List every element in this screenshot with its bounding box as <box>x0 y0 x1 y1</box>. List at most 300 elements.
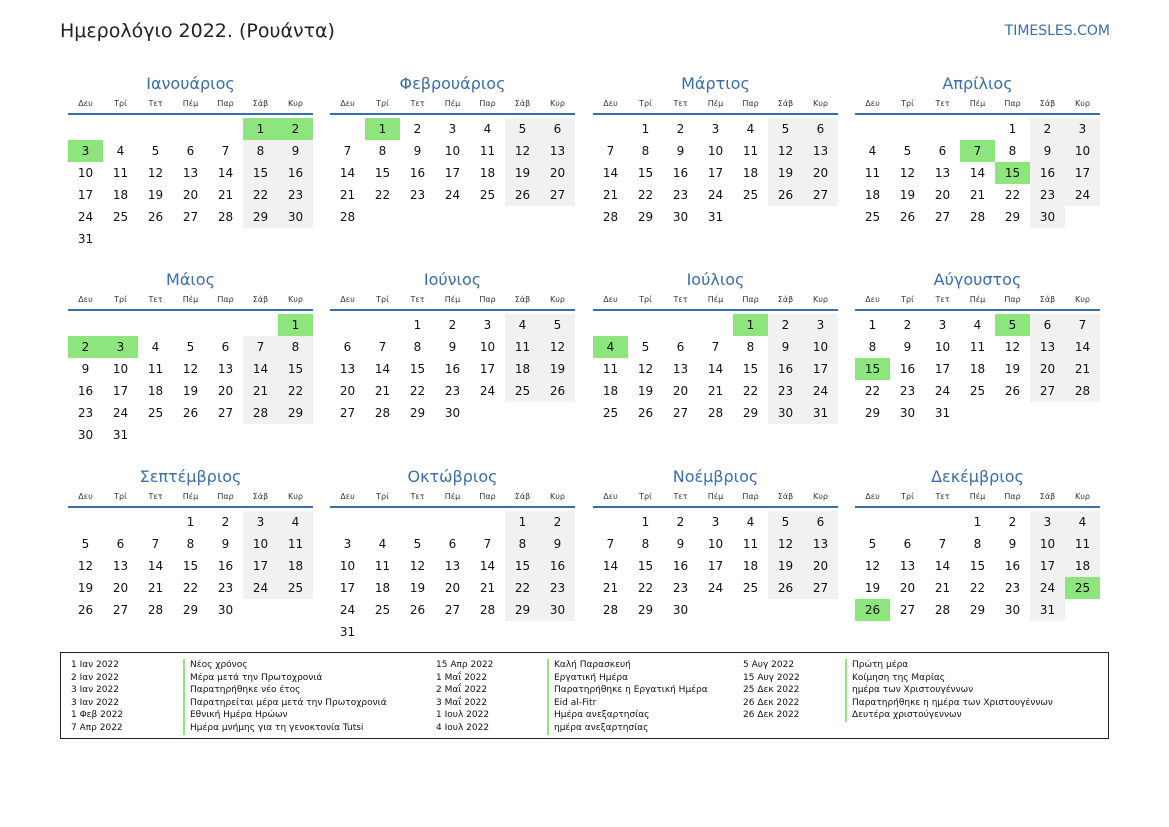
day-cell: 16 <box>1004 559 1021 573</box>
day-cell: 1 <box>1008 122 1017 136</box>
day-cell: 18 <box>112 188 129 202</box>
day-cell: 13 <box>672 362 689 376</box>
day-cell: 21 <box>479 581 496 595</box>
day-cell: 17 <box>77 188 94 202</box>
day-cell: 11 <box>742 144 759 158</box>
weekday-label: Κυρ <box>550 492 565 501</box>
day-cell: 20 <box>1030 358 1065 380</box>
weekday-label: Παρ <box>1004 492 1021 501</box>
day-cell: 7 <box>606 144 615 158</box>
legend-date: 2 Μαΐ 2022 <box>436 685 488 696</box>
empty-cell <box>173 314 208 336</box>
day-cell: 26 <box>505 184 540 206</box>
weekday-label: Δευ <box>603 492 618 501</box>
day-cell: 10 <box>112 362 129 376</box>
day-cell: 9 <box>448 340 457 354</box>
empty-cell <box>103 314 138 336</box>
day-cell: 16 <box>77 384 94 398</box>
day-cell: 25 <box>147 406 164 420</box>
legend-date: 15 Αυγ 2022 <box>743 672 800 683</box>
day-cell: 17 <box>339 581 356 595</box>
day-cell: 6 <box>676 340 685 354</box>
day-cell: 4 <box>1065 511 1100 533</box>
day-cell: 25 <box>969 384 986 398</box>
day-cell: 14 <box>1065 336 1100 358</box>
day-cell: 8 <box>641 144 650 158</box>
legend-holiday-name: Παρατηρείται μέρα μετά την Πρωτοχρονιά <box>183 697 387 710</box>
legend-holiday-name: Νέος χρόνος <box>183 659 247 672</box>
day-cell: 28 <box>243 402 278 424</box>
day-cell: 12 <box>899 166 916 180</box>
day-cell: 7 <box>221 144 230 158</box>
day-cell: 20 <box>444 581 461 595</box>
day-cell: 15 <box>243 162 278 184</box>
day-cell: 18 <box>864 188 881 202</box>
legend-holiday-name: Ημέρα μνήμης για τη γενοκτονία Tutsi <box>183 722 363 735</box>
weekday-label: Παρ <box>1004 295 1021 304</box>
legend-holiday-name: Εθνική Ημέρα Ηρώων <box>183 709 288 722</box>
day-cell: 1 <box>186 515 195 529</box>
legend-holiday-name: ημέρα ανεξαρτησίας <box>547 722 648 735</box>
day-cell: 16 <box>540 555 575 577</box>
day-cell: 22 <box>1004 188 1021 202</box>
day-cell: 11 <box>864 166 881 180</box>
day-cell: 15 <box>409 362 426 376</box>
day-cell: 5 <box>903 144 912 158</box>
day-cell: 24 <box>803 380 838 402</box>
day-cell: 29 <box>1004 210 1021 224</box>
weekday-label: Τρί <box>376 99 389 108</box>
empty-cell <box>925 118 960 140</box>
month-block <box>855 74 1100 228</box>
day-cell: 7 <box>243 336 278 358</box>
weekday-label: Πέμ <box>444 295 461 304</box>
day-cell: 26 <box>409 603 426 617</box>
weekday-label: Παρ <box>217 295 234 304</box>
day-cell: 24 <box>339 603 356 617</box>
weekday-label: Δευ <box>78 492 93 501</box>
day-cell: 27 <box>540 184 575 206</box>
day-cell: 7 <box>378 340 387 354</box>
day-cell: 6 <box>803 511 838 533</box>
day-cell: 5 <box>413 537 422 551</box>
day-cell: 25 <box>479 188 496 202</box>
day-cell: 28 <box>707 406 724 420</box>
day-cell: 3 <box>803 314 838 336</box>
day-cell: 2 <box>413 122 422 136</box>
day-cell: 5 <box>540 314 575 336</box>
day-cell: 21 <box>1065 358 1100 380</box>
day-cell: 5 <box>641 340 650 354</box>
day-cell: 11 <box>969 340 986 354</box>
day-cell: 6 <box>540 118 575 140</box>
weekday-label: Κυρ <box>288 295 303 304</box>
day-cell: 21 <box>374 384 391 398</box>
empty-cell <box>890 118 925 140</box>
day-cell: 17 <box>1065 162 1100 184</box>
day-cell: 10 <box>1065 140 1100 162</box>
weekday-label: Σάβ <box>777 492 794 501</box>
day-cell: 1 <box>641 122 650 136</box>
day-cell: 7 <box>711 340 720 354</box>
day-cell: 21 <box>602 188 619 202</box>
weekday-label: Σάβ <box>514 99 531 108</box>
day-cell: 12 <box>1004 340 1021 354</box>
month-block <box>68 467 313 621</box>
weekday-label: Τρί <box>901 99 914 108</box>
day-cell: 4 <box>868 144 877 158</box>
days-grid <box>330 118 575 228</box>
day-cell: 9 <box>676 537 685 551</box>
day-cell: 5 <box>151 144 160 158</box>
day-cell: 25 <box>278 577 313 599</box>
day-cell: 26 <box>768 184 803 206</box>
weekday-header <box>855 97 1100 115</box>
day-cell: 12 <box>147 166 164 180</box>
day-cell: 12 <box>409 559 426 573</box>
day-cell: 11 <box>147 362 164 376</box>
day-cell: 5 <box>505 118 540 140</box>
day-cell: 9 <box>413 144 422 158</box>
empty-cell <box>365 314 400 336</box>
day-cell: 26 <box>768 577 803 599</box>
day-cell: 24 <box>934 384 951 398</box>
weekday-label: Παρ <box>479 99 496 108</box>
day-cell: 16 <box>444 362 461 376</box>
day-cell: 2 <box>676 515 685 529</box>
day-cell: 8 <box>278 336 313 358</box>
day-cell: 4 <box>151 340 160 354</box>
day-cell: 8 <box>243 140 278 162</box>
weekday-label: Δευ <box>865 492 880 501</box>
weekday-header <box>68 490 313 508</box>
day-cell: 2 <box>676 122 685 136</box>
day-cell: 7 <box>938 537 947 551</box>
weekday-label: Δευ <box>78 99 93 108</box>
legend-date: 1 Φεβ 2022 <box>71 710 124 721</box>
day-cell: 15 <box>637 559 654 573</box>
day-cell: 18 <box>742 166 759 180</box>
day-cell: 28 <box>934 603 951 617</box>
day-cell: 5 <box>186 340 195 354</box>
day-cell: 13 <box>540 140 575 162</box>
weekday-label: Παρ <box>217 99 234 108</box>
legend-date: 3 Μαΐ 2022 <box>436 697 488 708</box>
weekday-label: Τρί <box>376 492 389 501</box>
day-cell: 18 <box>742 559 759 573</box>
day-cell: 14 <box>707 362 724 376</box>
empty-cell <box>925 511 960 533</box>
days-grid <box>593 511 838 621</box>
legend-date: 1 Μαΐ 2022 <box>436 672 488 683</box>
day-cell: 8 <box>1008 144 1017 158</box>
day-cell: 26 <box>540 380 575 402</box>
day-cell: 13 <box>444 559 461 573</box>
day-cell: 7 <box>343 144 352 158</box>
day-cell: 4 <box>746 515 755 529</box>
legend-holiday-name: Ημέρα ανεξαρτησίας <box>547 709 649 722</box>
day-cell: 10 <box>1030 533 1065 555</box>
weekday-label: Πέμ <box>969 295 986 304</box>
day-cell: 26 <box>147 210 164 224</box>
month-name: Ιούλιος <box>686 270 745 289</box>
site-link[interactable]: TIMESLES.COM <box>1004 23 1110 39</box>
day-cell: 21 <box>147 581 164 595</box>
day-cell: 9 <box>768 336 803 358</box>
day-cell: 17 <box>444 166 461 180</box>
day-cell: 26 <box>899 210 916 224</box>
day-cell: 29 <box>864 406 881 420</box>
month-name: Ιανουάριος <box>146 74 235 93</box>
day-cell: 30 <box>899 406 916 420</box>
day-cell: 23 <box>1004 581 1021 595</box>
day-cell: 14 <box>147 559 164 573</box>
weekday-header <box>330 490 575 508</box>
day-cell: 13 <box>803 533 838 555</box>
month-block <box>68 270 313 446</box>
empty-cell <box>68 118 103 140</box>
day-cell: 12 <box>864 559 881 573</box>
weekday-label: Δευ <box>603 99 618 108</box>
day-cell: 16 <box>409 166 426 180</box>
day-cell: 15 <box>374 166 391 180</box>
weekday-label: Τετ <box>935 492 950 501</box>
weekday-label: Πέμ <box>707 295 724 304</box>
day-cell: 30 <box>217 603 234 617</box>
weekday-label: Πέμ <box>707 99 724 108</box>
weekday-label: Παρ <box>217 492 234 501</box>
day-cell: 23 <box>77 406 94 420</box>
empty-cell <box>698 314 733 336</box>
day-cell: 21 <box>934 581 951 595</box>
day-cell: 25 <box>864 210 881 224</box>
day-cell: 18 <box>479 166 496 180</box>
day-cell: 19 <box>77 581 94 595</box>
day-cell: 9 <box>1030 140 1065 162</box>
day-cell: 20 <box>803 162 838 184</box>
day-cell: 23 <box>1030 184 1065 206</box>
days-grid <box>855 314 1100 424</box>
day-cell: 11 <box>505 336 540 358</box>
day-cell: 15 <box>278 358 313 380</box>
day-cell: 26 <box>637 406 654 420</box>
day-cell: 30 <box>278 206 313 228</box>
month-block <box>593 270 838 424</box>
day-cell: 14 <box>602 559 619 573</box>
weekday-label: Σάβ <box>1039 492 1056 501</box>
day-cell: 1 <box>973 515 982 529</box>
day-cell: 18 <box>1065 555 1100 577</box>
day-cell: 11 <box>278 533 313 555</box>
day-cell: 27 <box>339 406 356 420</box>
day-cell: 13 <box>182 166 199 180</box>
day-cell: 30 <box>1030 206 1065 228</box>
weekday-label: Τετ <box>410 492 425 501</box>
legend-date: 4 Ιουλ 2022 <box>436 722 490 733</box>
weekday-label: Κυρ <box>288 492 303 501</box>
days-grid <box>68 118 313 250</box>
day-cell: 31 <box>934 406 951 420</box>
day-cell: 28 <box>374 406 391 420</box>
empty-cell <box>330 118 365 140</box>
weekday-label: Τετ <box>673 295 688 304</box>
day-cell: 19 <box>768 555 803 577</box>
weekday-label: Δευ <box>340 99 355 108</box>
day-cell: 30 <box>672 603 689 617</box>
weekday-label: Παρ <box>479 295 496 304</box>
month-name: Νοέμβριος <box>672 467 759 486</box>
day-cell: 24 <box>243 577 278 599</box>
day-cell: 20 <box>803 555 838 577</box>
day-cell: 28 <box>602 210 619 224</box>
day-cell: 28 <box>339 210 356 224</box>
weekday-label: Τρί <box>901 295 914 304</box>
day-cell: 19 <box>864 581 881 595</box>
day-cell: 20 <box>540 162 575 184</box>
day-cell: 17 <box>479 362 496 376</box>
day-cell: 13 <box>112 559 129 573</box>
day-cell: 10 <box>934 340 951 354</box>
day-cell: 6 <box>116 537 125 551</box>
day-cell: 14 <box>479 559 496 573</box>
day-cell: 22 <box>278 380 313 402</box>
day-cell: 9 <box>81 362 90 376</box>
day-cell: 28 <box>217 210 234 224</box>
holiday-day-cell: 3 <box>68 140 103 162</box>
day-cell: 30 <box>444 406 461 420</box>
day-cell: 9 <box>278 140 313 162</box>
days-grid <box>855 511 1100 621</box>
weekday-label: Σάβ <box>1039 99 1056 108</box>
day-cell: 22 <box>409 384 426 398</box>
day-cell: 11 <box>602 362 619 376</box>
day-cell: 3 <box>448 122 457 136</box>
empty-cell <box>103 118 138 140</box>
empty-cell <box>663 314 698 336</box>
weekday-header <box>68 293 313 311</box>
day-cell: 14 <box>243 358 278 380</box>
day-cell: 13 <box>339 362 356 376</box>
month-block <box>330 74 575 228</box>
weekday-label: Δευ <box>340 295 355 304</box>
weekday-header <box>68 97 313 115</box>
day-cell: 8 <box>413 340 422 354</box>
day-cell: 12 <box>768 533 803 555</box>
month-name: Αύγουστος <box>933 270 1022 289</box>
day-cell: 28 <box>602 603 619 617</box>
weekday-label: Πέμ <box>182 492 199 501</box>
empty-cell <box>855 511 890 533</box>
holiday-day-cell: 3 <box>103 336 138 358</box>
day-cell: 27 <box>803 184 838 206</box>
day-cell: 3 <box>483 318 492 332</box>
day-cell: 26 <box>1004 384 1021 398</box>
day-cell: 24 <box>707 188 724 202</box>
day-cell: 31 <box>77 232 94 246</box>
day-cell: 22 <box>864 384 881 398</box>
day-cell: 13 <box>217 362 234 376</box>
day-cell: 24 <box>707 581 724 595</box>
weekday-label: Τετ <box>148 99 163 108</box>
day-cell: 10 <box>803 336 838 358</box>
weekday-label: Κυρ <box>813 99 828 108</box>
legend-date: 25 Δεκ 2022 <box>743 685 800 696</box>
day-cell: 1 <box>505 511 540 533</box>
day-cell: 11 <box>1065 533 1100 555</box>
month-block <box>593 74 838 228</box>
month-name: Μάρτιος <box>681 74 750 93</box>
day-cell: 10 <box>77 166 94 180</box>
day-cell: 25 <box>112 210 129 224</box>
day-cell: 29 <box>742 406 759 420</box>
day-cell: 26 <box>77 603 94 617</box>
day-cell: 30 <box>77 428 94 442</box>
month-block <box>593 467 838 621</box>
day-cell: 27 <box>182 210 199 224</box>
day-cell: 13 <box>1030 336 1065 358</box>
day-cell: 2 <box>540 511 575 533</box>
weekday-label: Τρί <box>639 295 652 304</box>
month-name: Οκτώβριος <box>407 467 498 486</box>
day-cell: 22 <box>243 184 278 206</box>
day-cell: 8 <box>641 537 650 551</box>
weekday-label: Πέμ <box>182 99 199 108</box>
day-cell: 26 <box>182 406 199 420</box>
day-cell: 30 <box>768 402 803 424</box>
month-name: Ιούνιος <box>423 270 482 289</box>
weekday-label: Παρ <box>479 492 496 501</box>
day-cell: 28 <box>1065 380 1100 402</box>
day-cell: 7 <box>606 537 615 551</box>
day-cell: 6 <box>803 118 838 140</box>
weekday-label: Κυρ <box>1075 492 1090 501</box>
day-cell: 19 <box>768 162 803 184</box>
month-name: Σεπτέμβριος <box>139 467 242 486</box>
weekday-label: Πέμ <box>969 492 986 501</box>
day-cell: 3 <box>1065 118 1100 140</box>
weekday-label: Τρί <box>639 492 652 501</box>
day-cell: 12 <box>637 362 654 376</box>
day-cell: 6 <box>186 144 195 158</box>
day-cell: 17 <box>934 362 951 376</box>
weekday-label: Τετ <box>673 99 688 108</box>
day-cell: 21 <box>339 188 356 202</box>
weekday-label: Τρί <box>114 295 127 304</box>
day-cell: 10 <box>444 144 461 158</box>
day-cell: 6 <box>903 537 912 551</box>
holiday-day-cell: 5 <box>995 314 1030 336</box>
day-cell: 24 <box>444 188 461 202</box>
legend-holiday-name: Παρατηρήθηκε η Εργατική Ημέρα <box>547 684 708 697</box>
days-grid <box>593 314 838 424</box>
day-cell: 6 <box>448 537 457 551</box>
empty-cell <box>103 511 138 533</box>
day-cell: 24 <box>479 384 496 398</box>
holiday-day-cell: 7 <box>960 140 995 162</box>
legend-date: 3 Ιαν 2022 <box>71 685 119 696</box>
day-cell: 12 <box>768 140 803 162</box>
day-cell: 22 <box>969 581 986 595</box>
days-grid <box>855 118 1100 228</box>
day-cell: 20 <box>672 384 689 398</box>
weekday-label: Τρί <box>114 492 127 501</box>
day-cell: 15 <box>969 559 986 573</box>
holiday-day-cell: 1 <box>243 118 278 140</box>
month-block <box>855 270 1100 424</box>
day-cell: 1 <box>868 318 877 332</box>
weekday-header <box>330 97 575 115</box>
day-cell: 24 <box>1065 184 1100 206</box>
